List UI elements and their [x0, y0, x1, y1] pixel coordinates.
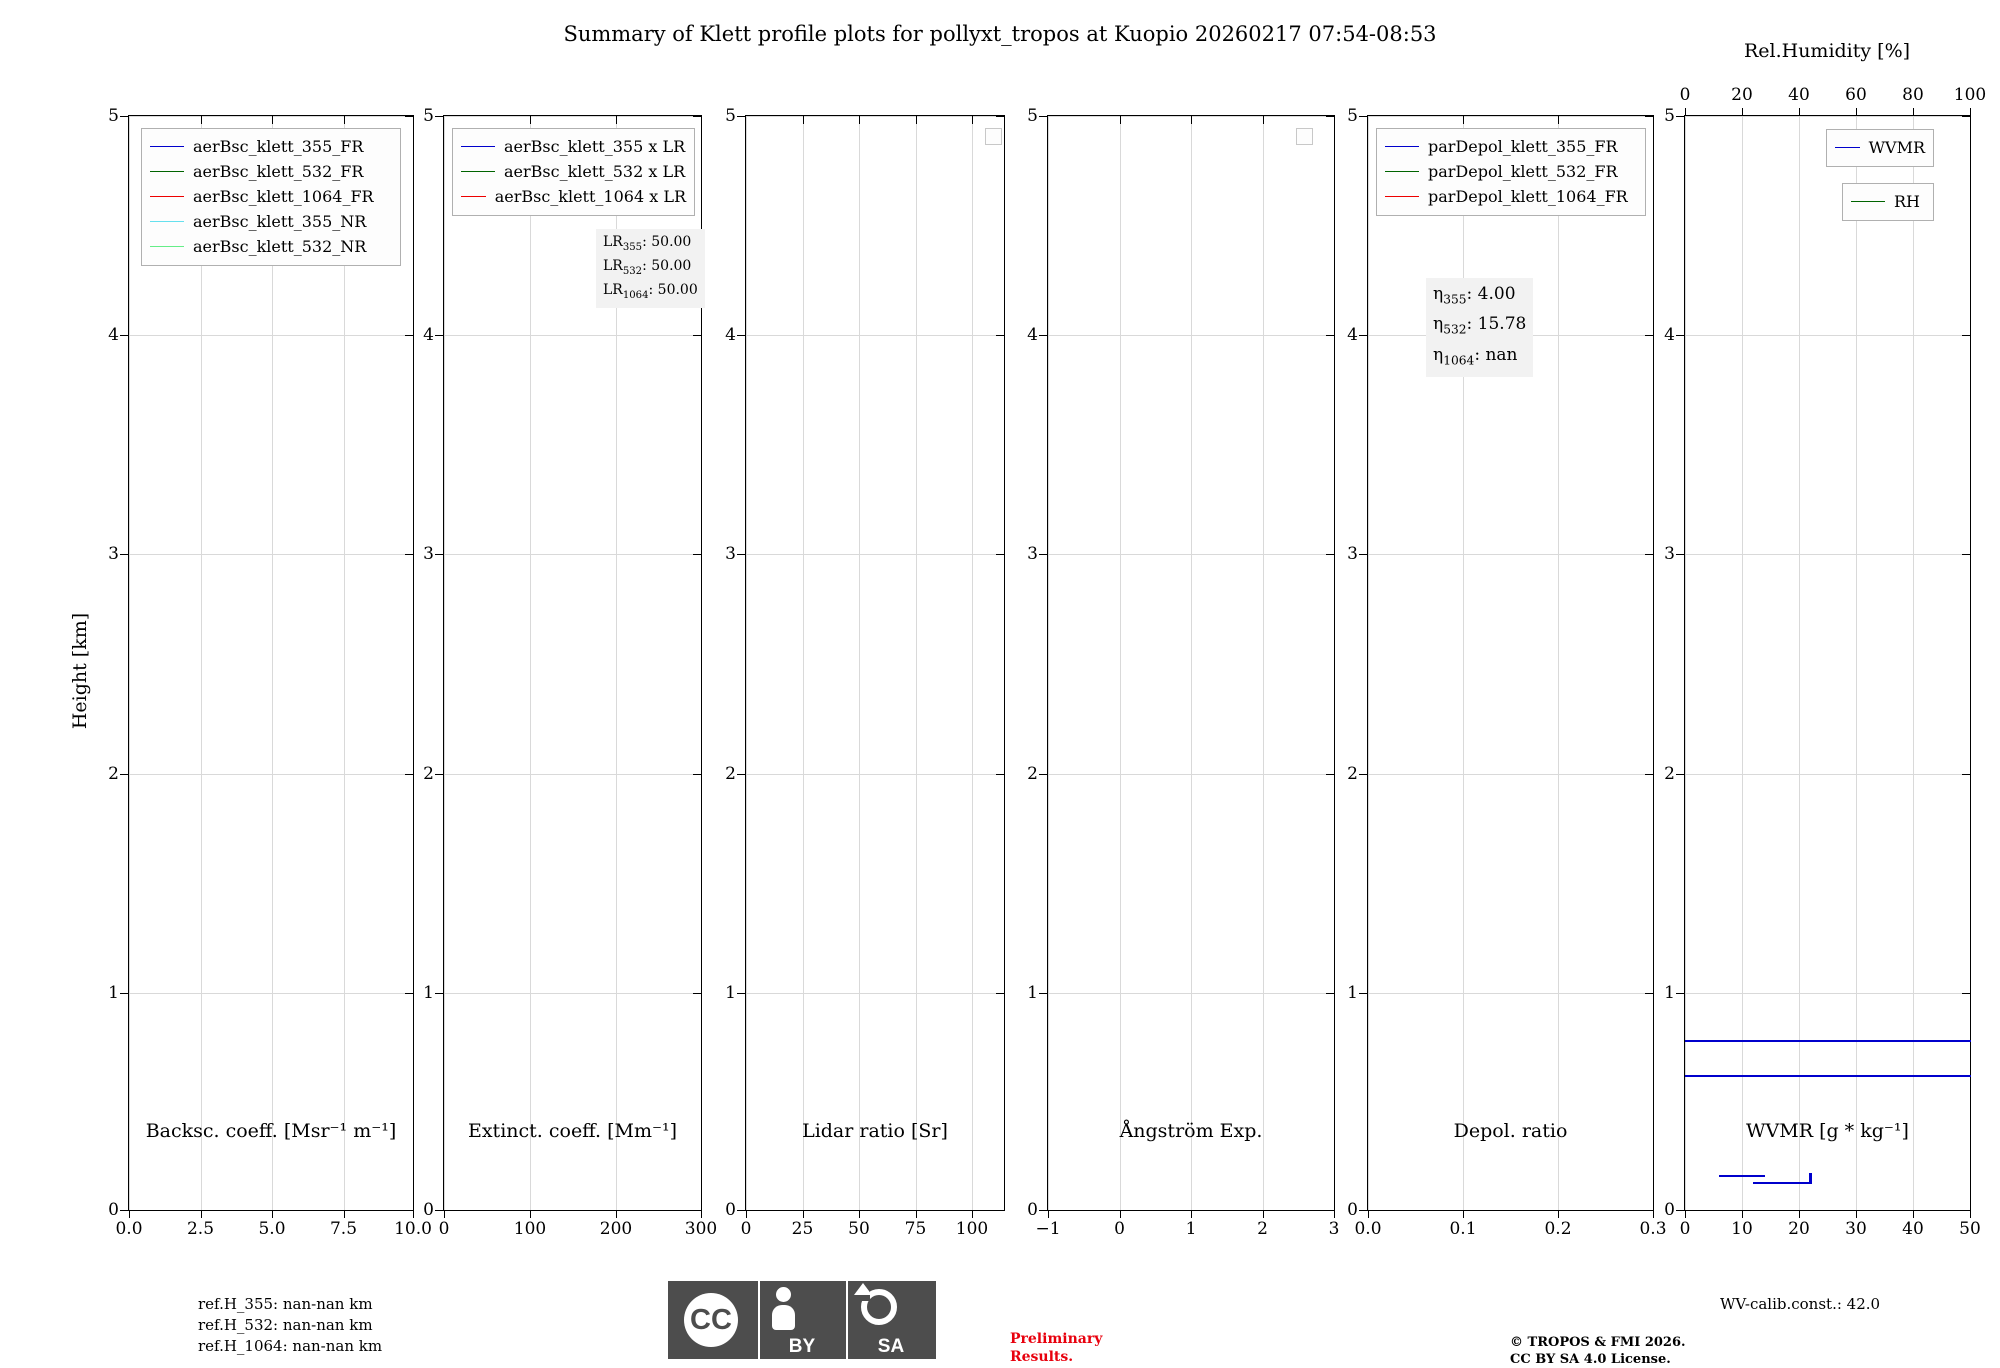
y-tick-4: 4	[1664, 325, 1675, 346]
lr-1064-value: $LR_{1064}$: 50.00	[603, 281, 698, 301]
line-swatch-icon	[1385, 146, 1419, 147]
legend-item[interactable]	[1385, 184, 1637, 209]
y-tick-5: 5	[1664, 106, 1675, 126]
legend-item[interactable]	[461, 134, 686, 159]
wv-calib-value: WV-calib.const.: 42.0	[1720, 1295, 1881, 1313]
x-tick: 75	[904, 1219, 927, 1239]
wvmr-data-line	[1685, 1040, 1971, 1042]
lidar-ratio-annotation	[596, 229, 705, 308]
y-tick-1: 1	[1347, 982, 1358, 1003]
legend-rh[interactable]	[1842, 183, 1934, 221]
legend-label: aerBsc_klett_1064 x LR	[494, 187, 686, 206]
panel-backscatter	[108, 106, 432, 1239]
legend-item[interactable]	[150, 184, 392, 209]
x-tick: 0	[1114, 1219, 1125, 1239]
line-swatch-icon	[150, 221, 184, 222]
top-x-tick: 0	[1679, 85, 1691, 105]
cc-license-badge[interactable]: CC BY SA	[668, 1281, 936, 1359]
y-tick-2: 2	[108, 763, 119, 784]
eta-annotation	[1426, 278, 1533, 377]
legend-label: aerBsc_klett_532_NR	[193, 237, 367, 256]
top-x-tick: 20	[1731, 85, 1753, 105]
y-tick-4: 4	[1027, 325, 1038, 346]
x-tick: 0.2	[1544, 1219, 1572, 1239]
y-tick-3: 3	[423, 544, 434, 565]
legend-angstrom-empty[interactable]	[1296, 128, 1313, 145]
panel-lidar-ratio	[725, 106, 1005, 1239]
y-tick-5: 5	[1027, 106, 1038, 126]
y-tick-4: 4	[108, 325, 119, 346]
legend-label: parDepol_klett_532_FR	[1428, 162, 1618, 181]
x-tick: 0	[740, 1219, 752, 1239]
legend-label: aerBsc_klett_355_FR	[193, 137, 364, 156]
legend-item[interactable]	[150, 234, 392, 259]
top-axis-title-rh: Rel.Humidity [%]	[1743, 40, 1911, 62]
y-tick-3: 3	[1664, 544, 1675, 565]
copyright-line-1: © TROPOS & FMI 2026.	[1510, 1335, 1686, 1350]
legend-item[interactable]	[150, 209, 392, 234]
line-swatch-icon	[150, 171, 184, 172]
legend-wvmr[interactable]	[1826, 129, 1934, 167]
x-axis-title-extinction: Extinct. coeff. [Mm⁻¹]	[467, 1120, 678, 1142]
y-tick-0: 0	[423, 1200, 434, 1220]
lr-355-value: $LR_{355}$: 50.00	[603, 234, 692, 253]
legend-depol[interactable]	[1376, 128, 1646, 216]
x-tick: 0.1	[1449, 1219, 1477, 1239]
ref-h-532: ref.H_532: nan-nan km	[198, 1316, 373, 1334]
legend-extinction[interactable]	[452, 128, 695, 216]
x-tick: 100	[513, 1219, 547, 1239]
x-tick: 30	[1845, 1219, 1867, 1239]
x-tick: 100	[955, 1219, 989, 1239]
top-x-tick: 100	[1953, 85, 1987, 105]
legend-lidar-ratio-empty[interactable]	[985, 128, 1002, 145]
y-tick-5: 5	[1347, 106, 1358, 126]
legend-item[interactable]	[461, 184, 686, 209]
wvmr-data-line	[1719, 1175, 1765, 1177]
x-axis-title-angstrom: Ångström Exp.	[1119, 1120, 1263, 1142]
x-axis-title-depol: Depol. ratio	[1453, 1120, 1568, 1142]
top-x-tick: 60	[1845, 85, 1867, 105]
y-tick-0: 0	[108, 1200, 119, 1220]
y-tick-5: 5	[423, 106, 434, 126]
eta-355-value: $\eta_{355}$: 4.00	[1433, 284, 1516, 307]
y-tick-2: 2	[725, 763, 736, 784]
x-tick: 0	[1679, 1219, 1691, 1239]
x-tick: 2.5	[186, 1219, 215, 1239]
legend-label: RH	[1894, 192, 1920, 211]
legend-label: parDepol_klett_1064_FR	[1428, 187, 1628, 206]
legend-label: WVMR	[1868, 138, 1925, 157]
legend-backscatter[interactable]	[141, 128, 401, 266]
y-tick-3: 3	[725, 544, 736, 565]
x-tick: 1	[1185, 1219, 1197, 1239]
y-tick-1: 1	[423, 982, 434, 1003]
x-tick: 300	[684, 1219, 718, 1239]
lr-532-value: $LR_{532}$: 50.00	[603, 257, 692, 277]
ref-h-1064: ref.H_1064: nan-nan km	[198, 1337, 383, 1355]
preliminary-results-note	[1010, 1330, 1102, 1366]
x-tick: 200	[599, 1219, 633, 1239]
y-tick-1: 1	[1664, 982, 1675, 1003]
line-swatch-icon	[1385, 171, 1419, 172]
x-axis-title-lidar-ratio: Lidar ratio [Sr]	[802, 1120, 948, 1142]
legend-item[interactable]	[1851, 189, 1925, 214]
x-tick: 10.0	[394, 1219, 432, 1239]
legend-item[interactable]	[1385, 159, 1637, 184]
line-swatch-icon	[150, 146, 184, 147]
panel-wvmr	[1664, 85, 1987, 1239]
top-x-tick: 40	[1788, 85, 1810, 105]
top-x-tick: 80	[1902, 85, 1924, 105]
legend-label: aerBsc_klett_355 x LR	[504, 137, 686, 156]
legend-item[interactable]	[150, 134, 392, 159]
line-swatch-icon	[461, 196, 486, 197]
y-tick-2: 2	[1027, 763, 1038, 784]
y-tick-0: 0	[1027, 1200, 1038, 1220]
y-tick-5: 5	[725, 106, 736, 126]
y-tick-0: 0	[725, 1200, 736, 1220]
line-swatch-icon	[1835, 147, 1860, 148]
legend-label: aerBsc_klett_1064_FR	[193, 187, 374, 206]
wvmr-data-line	[1809, 1173, 1812, 1184]
y-tick-1: 1	[1027, 982, 1038, 1003]
line-swatch-icon	[150, 246, 184, 247]
y-tick-2: 2	[1664, 763, 1675, 784]
reference-height-notes	[198, 1294, 382, 1357]
x-tick: 0.0	[1354, 1219, 1382, 1239]
legend-label: aerBsc_klett_532_FR	[193, 162, 364, 181]
x-tick: 0.0	[115, 1219, 143, 1239]
preliminary-line-2: Results.	[1010, 1349, 1074, 1365]
legend-label: aerBsc_klett_355_NR	[193, 212, 367, 231]
line-swatch-icon	[461, 171, 495, 172]
ref-h-355: ref.H_355: nan-nan km	[198, 1295, 373, 1313]
y-tick-2: 2	[1347, 763, 1358, 784]
x-tick: 50	[1959, 1219, 1981, 1239]
y-tick-4: 4	[725, 325, 736, 346]
legend-label: parDepol_klett_355_FR	[1428, 137, 1618, 156]
page-title: Summary of Klett profile plots for pollyxt_tropos at Kuopio 20260217 07:54-08:53	[563, 22, 1437, 46]
x-axis-title-wvmr: WVMR [g * kg⁻¹]	[1746, 1120, 1909, 1142]
line-swatch-icon	[1385, 196, 1419, 197]
y-tick-0: 0	[1664, 1200, 1675, 1220]
legend-item[interactable]	[1385, 134, 1637, 159]
x-tick: 10	[1731, 1219, 1753, 1239]
x-tick: 0	[438, 1219, 450, 1239]
x-tick: 3	[1328, 1219, 1340, 1239]
y-tick-4: 4	[423, 325, 434, 346]
y-tick-3: 3	[1347, 544, 1358, 565]
copyright-line-2: CC BY SA 4.0 License.	[1510, 1352, 1671, 1367]
eta-1064-value: $\eta_{1064}$: nan	[1433, 344, 1518, 368]
wvmr-data-line	[1753, 1182, 1811, 1184]
y-axis-title: Height [km]	[69, 612, 91, 730]
x-tick: 2	[1257, 1219, 1268, 1239]
y-tick-5: 5	[108, 106, 119, 126]
x-tick: 0.3	[1639, 1219, 1667, 1239]
y-tick-4: 4	[1347, 325, 1358, 346]
y-tick-1: 1	[725, 982, 736, 1003]
x-tick: 5.0	[258, 1219, 286, 1239]
y-tick-2: 2	[423, 763, 434, 784]
cc-by-label: BY	[788, 1336, 816, 1357]
x-tick: 50	[848, 1219, 870, 1239]
legend-label: aerBsc_klett_532 x LR	[504, 162, 686, 181]
line-swatch-icon	[150, 196, 184, 197]
x-tick: 25	[791, 1219, 814, 1239]
eta-532-value: $\eta_{532}$: 15.78	[1433, 314, 1527, 337]
x-tick: 7.5	[329, 1219, 358, 1239]
y-tick-0: 0	[1347, 1200, 1358, 1220]
y-tick-1: 1	[108, 982, 119, 1003]
panel-angstrom-exponent	[1027, 106, 1340, 1239]
wv-calib-const-note	[1720, 1294, 1880, 1315]
x-tick: 20	[1788, 1219, 1810, 1239]
legend-item[interactable]	[150, 159, 392, 184]
preliminary-line-1: Preliminary	[1010, 1331, 1103, 1347]
x-tick: −1	[1035, 1219, 1061, 1239]
line-swatch-icon	[1851, 201, 1885, 202]
copyright-note	[1510, 1334, 1686, 1368]
y-tick-3: 3	[1027, 544, 1038, 565]
legend-item[interactable]	[1835, 135, 1925, 160]
line-swatch-icon	[461, 146, 495, 147]
wvmr-data-line	[1685, 1075, 1971, 1077]
x-tick: 40	[1902, 1219, 1924, 1239]
cc-sa-label: SA	[877, 1336, 905, 1357]
x-axis-title-backscatter: Backsc. coeff. [Msr⁻¹ m⁻¹]	[145, 1120, 397, 1142]
y-tick-3: 3	[108, 544, 119, 565]
legend-item[interactable]	[461, 159, 686, 184]
